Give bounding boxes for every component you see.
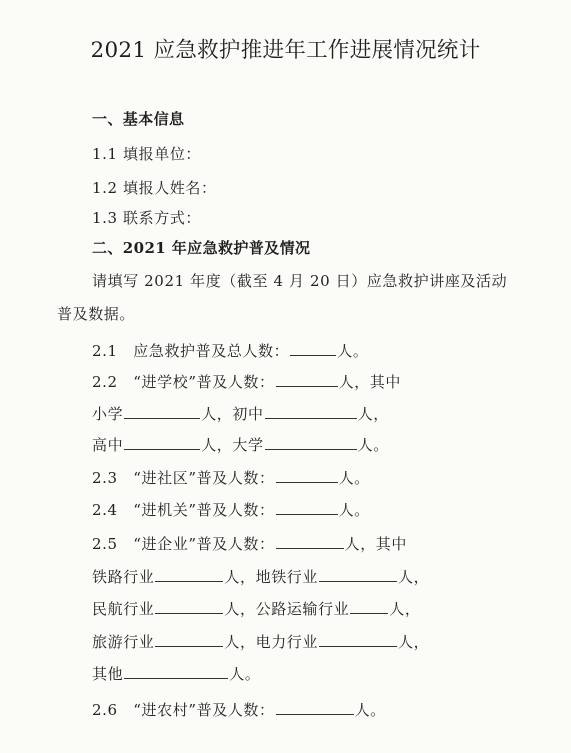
- highway-label: 公路运输行业: [255, 600, 350, 618]
- q21-label: 2.1 应急救护普及总人数：: [92, 342, 290, 360]
- unit: 人。: [338, 501, 370, 519]
- intro-line-2: 普及数据。: [57, 305, 136, 323]
- q22-label: 2.2 “进学校”普及人数：: [92, 373, 275, 391]
- railway-label: 铁路行业: [92, 568, 155, 586]
- unit: 人，: [224, 568, 256, 586]
- university-blank[interactable]: [265, 434, 357, 450]
- q23-label: 2.3 “进社区”普及人数：: [92, 469, 275, 487]
- junior-blank[interactable]: [265, 403, 357, 419]
- unit: 人，: [357, 405, 389, 423]
- q22-blank[interactable]: [276, 371, 338, 387]
- unit: 人。: [357, 436, 389, 454]
- unit: 人，: [224, 633, 256, 651]
- unit: 人，: [224, 600, 256, 618]
- q26-row: [92, 699, 386, 720]
- aviation-label: 民航行业: [92, 600, 155, 618]
- industry-row-2: [92, 598, 420, 619]
- q25-blank[interactable]: [276, 533, 344, 549]
- q22-row: [92, 371, 401, 392]
- industry-row-3: [92, 631, 429, 652]
- power-blank[interactable]: [319, 631, 397, 647]
- field-name: 1.2 填报人姓名：: [92, 179, 217, 197]
- unit: 人。: [354, 701, 386, 719]
- primary-blank[interactable]: [124, 403, 200, 419]
- q25-row: [92, 533, 407, 554]
- q24-blank[interactable]: [276, 499, 338, 515]
- school-row-1: [92, 403, 389, 424]
- q21-row: [92, 340, 368, 361]
- metro-label: 地铁行业: [255, 568, 319, 586]
- unit: 人。: [229, 665, 261, 683]
- unit: 人，: [398, 633, 430, 651]
- q22-among: 人，其中: [338, 373, 401, 391]
- industry-row-1: [92, 566, 429, 587]
- field-contact: 1.3 联系方式：: [92, 209, 202, 227]
- junior-label: 初中: [232, 405, 264, 423]
- q21-unit: 人。: [337, 342, 369, 360]
- section2-heading: 二、2021 年应急救护普及情况: [92, 239, 311, 257]
- senior-label: 高中: [92, 436, 124, 454]
- other-blank[interactable]: [124, 663, 228, 679]
- q24-row: [92, 499, 370, 520]
- school-row-2: [92, 434, 389, 455]
- primary-label: 小学: [92, 405, 124, 423]
- aviation-blank[interactable]: [155, 598, 223, 614]
- senior-blank[interactable]: [124, 434, 200, 450]
- intro-line-1: 请填写 2021 年度（截至 4 月 20 日）应急救护讲座及活动: [92, 272, 508, 290]
- q21-blank[interactable]: [290, 340, 336, 356]
- metro-blank[interactable]: [319, 566, 397, 582]
- unit: 人，: [389, 600, 421, 618]
- other-label: 其他: [92, 665, 124, 683]
- unit: 人。: [338, 469, 370, 487]
- document-title: 2021 应急救护推进年工作进展情况统计: [90, 38, 481, 63]
- q24-label: 2.4 “进机关”普及人数：: [92, 501, 275, 519]
- section1-heading: 一、基本信息: [92, 110, 185, 128]
- tourism-blank[interactable]: [155, 631, 223, 647]
- unit: 人，: [201, 405, 233, 423]
- railway-blank[interactable]: [155, 566, 223, 582]
- university-label: 大学: [232, 436, 264, 454]
- q23-row: [92, 467, 370, 488]
- q26-label: 2.6 “进农村”普及人数：: [92, 701, 275, 719]
- q25-among: 人，其中: [344, 535, 407, 553]
- unit: 人，: [201, 436, 233, 454]
- highway-blank[interactable]: [350, 598, 388, 614]
- tourism-label: 旅游行业: [92, 633, 155, 651]
- q23-blank[interactable]: [276, 467, 338, 483]
- industry-row-4: [92, 663, 260, 684]
- q25-label: 2.5 “进企业”普及人数：: [92, 535, 275, 553]
- q26-blank[interactable]: [276, 699, 354, 715]
- power-label: 电力行业: [255, 633, 319, 651]
- field-unit: 1.1 填报单位：: [92, 145, 202, 163]
- unit: 人，: [398, 568, 430, 586]
